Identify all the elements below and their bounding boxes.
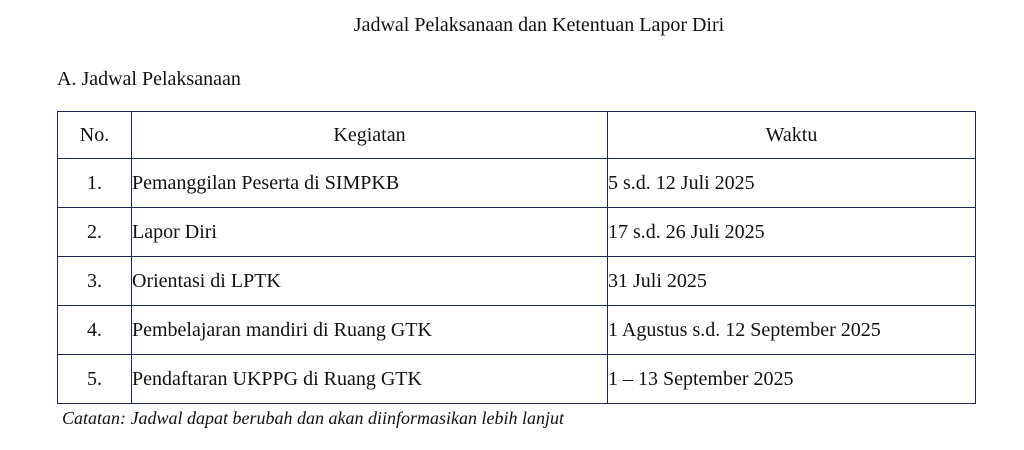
row-waktu: 31 Juli 2025 (608, 257, 976, 306)
header-waktu: Waktu (608, 112, 976, 159)
table-row (58, 208, 976, 257)
row-number: 2. (58, 208, 132, 257)
header-no: No. (58, 112, 132, 159)
row-number: 1. (58, 159, 132, 208)
row-waktu: 1 Agustus s.d. 12 September 2025 (608, 306, 976, 355)
header-kegiatan: Kegiatan (132, 112, 608, 159)
row-number: 4. (58, 306, 132, 355)
section-heading: A. Jadwal Pelaksanaan (57, 68, 241, 90)
row-kegiatan: Orientasi di LPTK (132, 257, 608, 306)
table-header-row (58, 112, 976, 159)
schedule-table (57, 111, 976, 404)
table-row (58, 159, 976, 208)
row-number: 3. (58, 257, 132, 306)
row-waktu: 17 s.d. 26 Juli 2025 (608, 208, 976, 257)
table-row (58, 355, 976, 404)
row-waktu: 5 s.d. 12 Juli 2025 (608, 159, 976, 208)
document-title: Jadwal Pelaksanaan dan Ketentuan Lapor Diri (353, 14, 725, 36)
table-note: Catatan: Jadwal dapat berubah dan akan diinformasikan lebih lanjut (62, 408, 564, 428)
table-row (58, 306, 976, 355)
row-kegiatan: Pemanggilan Peserta di SIMPKB (132, 159, 608, 208)
table-row (58, 257, 976, 306)
row-kegiatan: Lapor Diri (132, 208, 608, 257)
row-kegiatan: Pendaftaran UKPPG di Ruang GTK (132, 355, 608, 404)
row-kegiatan: Pembelajaran mandiri di Ruang GTK (132, 306, 608, 355)
row-number: 5. (58, 355, 132, 404)
row-waktu: 1 – 13 September 2025 (608, 355, 976, 404)
